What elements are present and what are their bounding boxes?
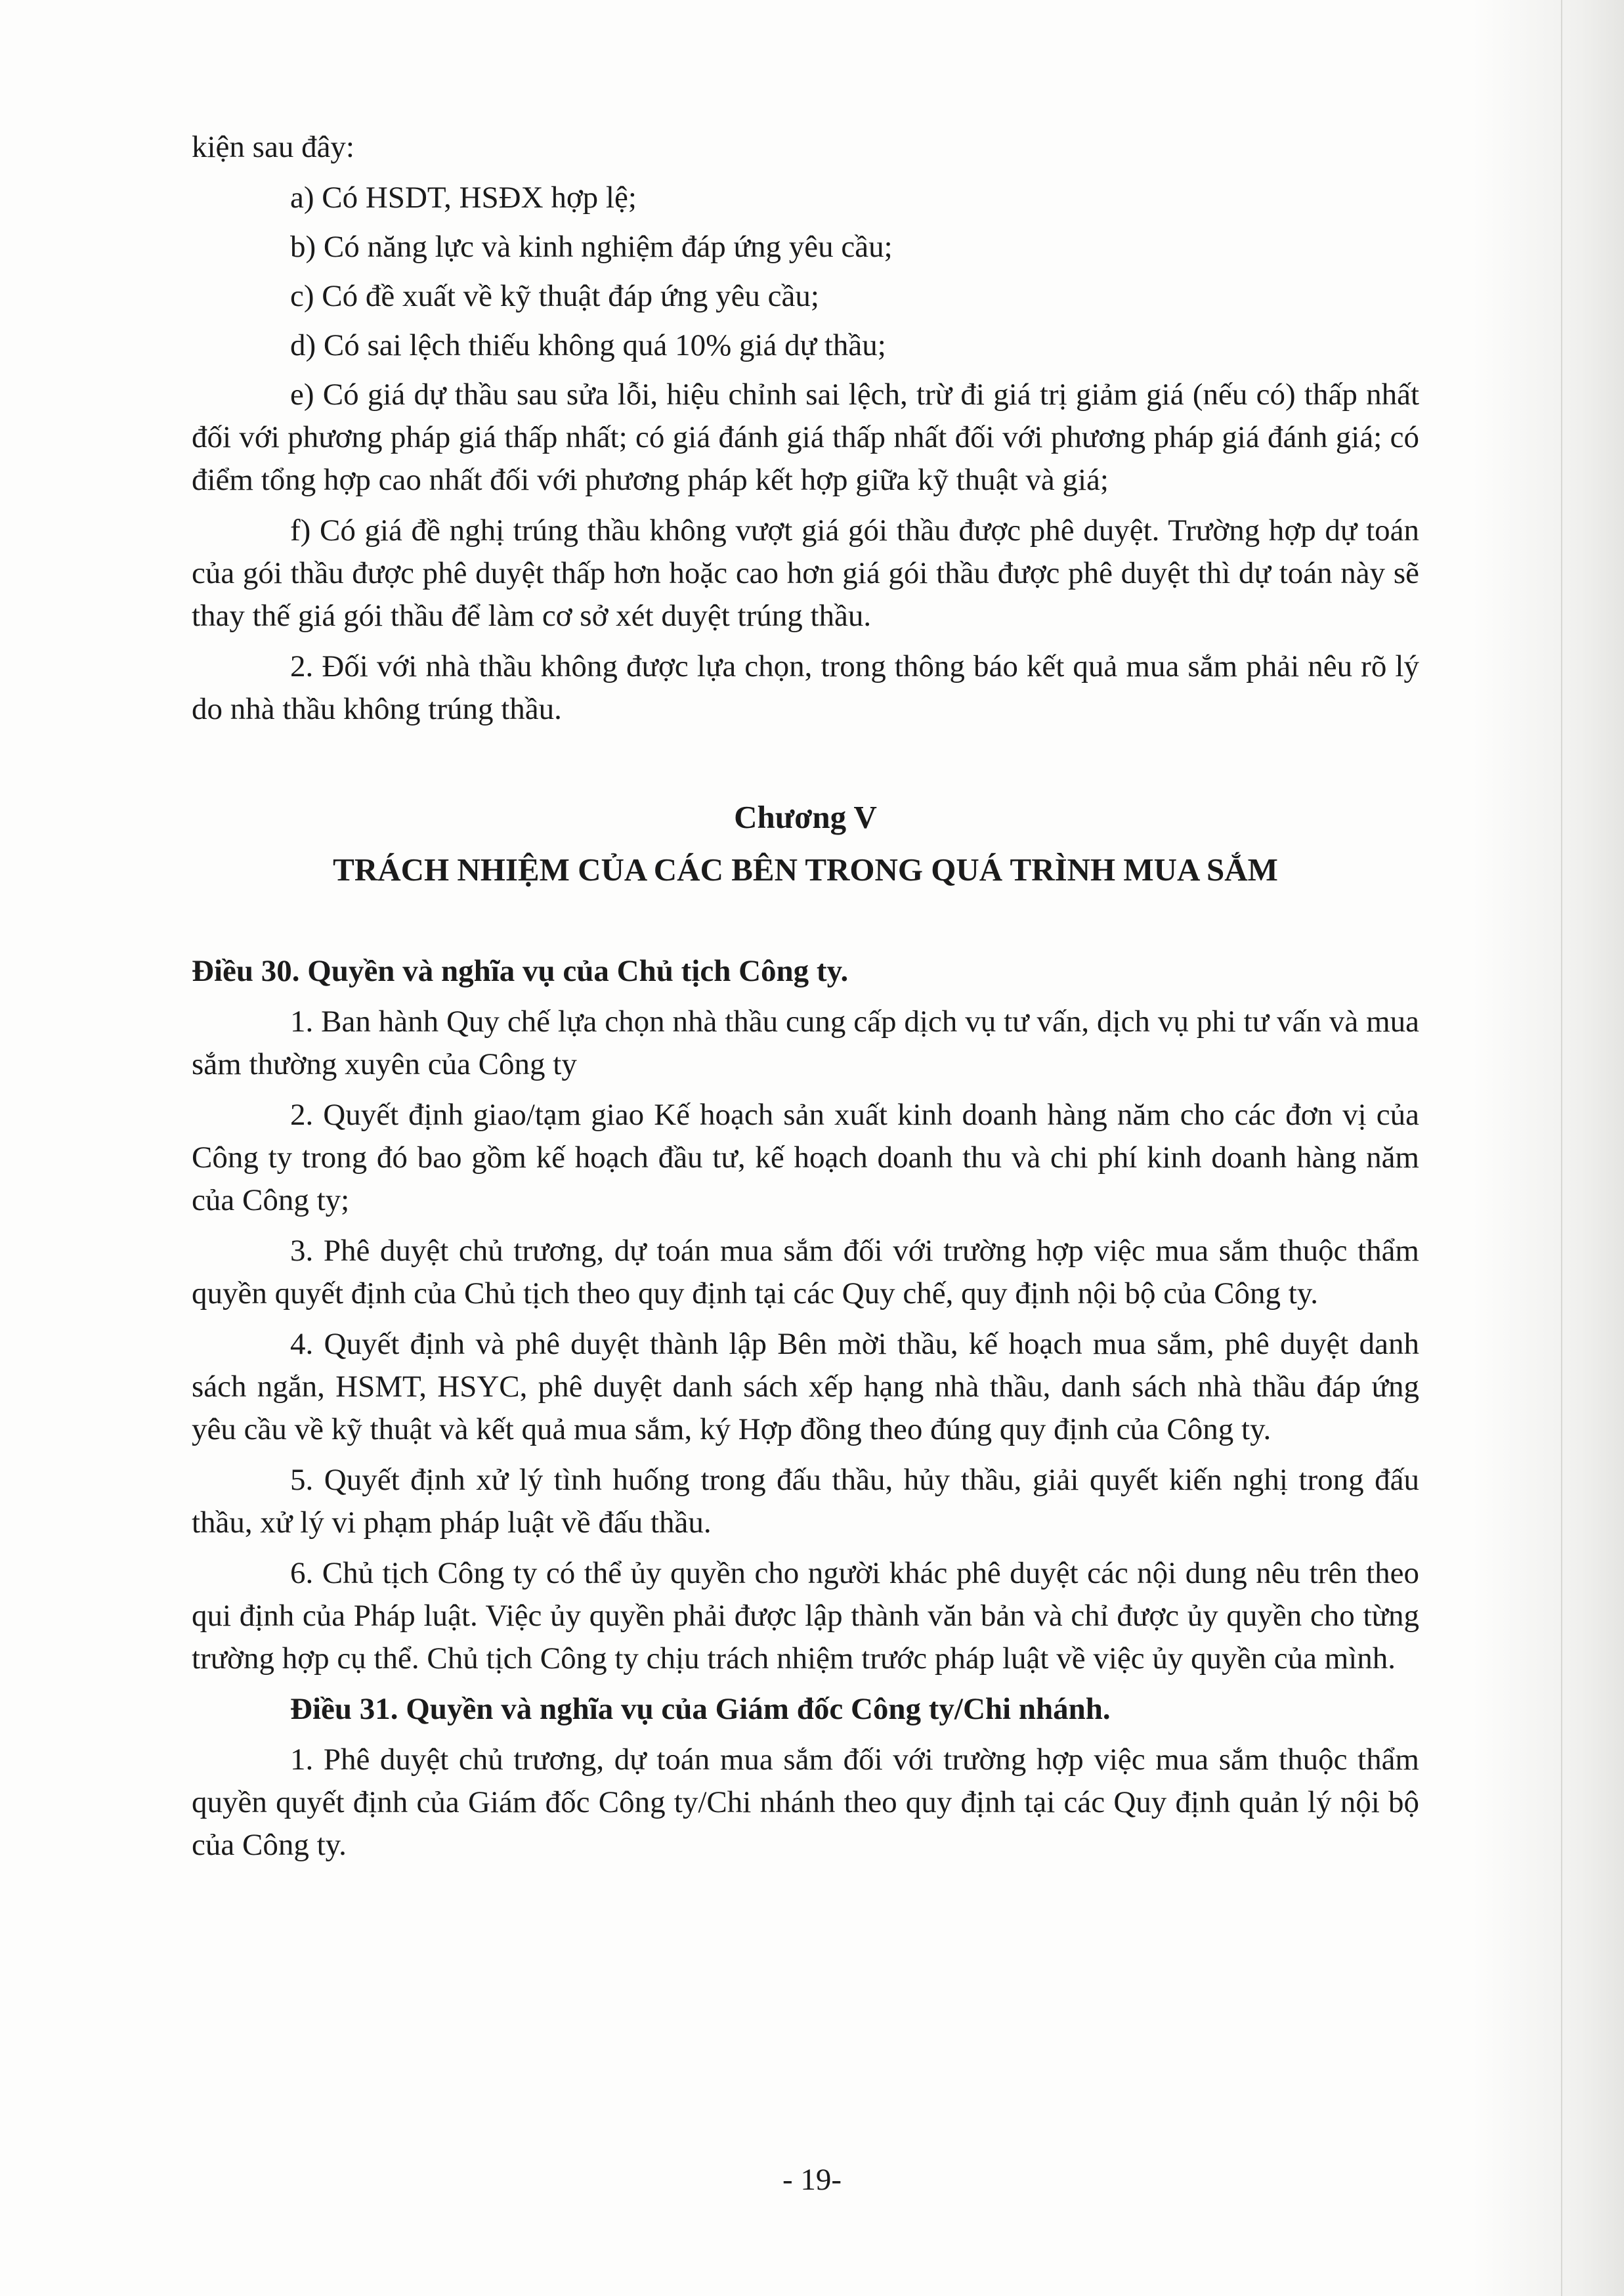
condition-d: d) Có sai lệch thiếu không quá 10% giá dự thầu; xyxy=(290,328,886,362)
article-30-item-3: 3. Phê duyệt chủ trương, dự toán mua sắm đối với trường hợp việc mua sắm thuộc thẩm quyền quyết định của Chủ tịch theo quy định tại các Quy chế, quy định nội bộ của Công ty. xyxy=(192,1234,1419,1310)
condition-e: e) Có giá dự thầu sau sửa lỗi, hiệu chỉnh sai lệch, trừ đi giá trị giảm giá (nếu có) thấp nhất đối với phương pháp giá thấp nhất; có giá đánh giá thấp nhất đối với phương pháp giá đánh giá; có điểm tổng hợp cao nhất đối với phương pháp kết hợp giữa kỹ thuật và giá; xyxy=(192,378,1419,497)
scan-edge-line xyxy=(1561,0,1562,2296)
condition-b: b) Có năng lực và kinh nghiệm đáp ứng yêu cầu; xyxy=(290,230,893,264)
article-30-item-2: 2. Quyết định giao/tạm giao Kế hoạch sản xuất kinh doanh hàng năm cho các đơn vị của Công ty trong đó bao gồm kế hoạch đầu tư, kế hoạch doanh thu và chi phí kinh doanh hàng năm của Công ty; xyxy=(192,1098,1419,1217)
article-30-heading: Điều 30. Quyền và nghĩa vụ của Chủ tịch Công ty. xyxy=(192,954,849,988)
condition-a: a) Có HSDT, HSĐX hợp lệ; xyxy=(290,181,637,215)
chapter-number: Chương V xyxy=(734,799,877,835)
lead-text: kiện sau đây: xyxy=(192,130,354,164)
article-30-item-6: 6. Chủ tịch Công ty có thể ủy quyền cho người khác phê duyệt các nội dung nêu trên theo qui định của Pháp luật. Việc ủy quyền phải được lập thành văn bản và chỉ được ủy quyền cho từng trường hợp cụ thể. Chủ tịch Công ty chịu trách nhiệm trước pháp luật về việc ủy quyền của mình. xyxy=(192,1556,1419,1676)
article-31-heading: Điều 31. Quyền và nghĩa vụ của Giám đốc Công ty/Chi nhánh. xyxy=(290,1692,1111,1726)
article-31-item-1: 1. Phê duyệt chủ trương, dự toán mua sắm đối với trường hợp việc mua sắm thuộc thẩm quyền quyết định của Giám đốc Công ty/Chi nhánh theo quy định tại các Quy định quản lý nội bộ của Công ty. xyxy=(192,1743,1419,1862)
scan-edge-shadow xyxy=(1473,0,1624,2296)
condition-f: f) Có giá đề nghị trúng thầu không vượt giá gói thầu được phê duyệt. Trường hợp dự toán của gói thầu được phê duyệt thấp hơn hoặc cao hơn giá gói thầu được phê duyệt thì dự toán này sẽ thay thế giá gói thầu để làm cơ sở xét duyệt trúng thầu. xyxy=(192,513,1419,633)
chapter-title: TRÁCH NHIỆM CỦA CÁC BÊN TRONG QUÁ TRÌNH MUA SẮM xyxy=(333,852,1278,888)
page-number: - 19- xyxy=(782,2163,842,2197)
article-30-item-4: 4. Quyết định và phê duyệt thành lập Bên mời thầu, kế hoạch mua sắm, phê duyệt danh sách ngắn, HSMT, HSYC, phê duyệt danh sách xếp hạng nhà thầu, danh sách nhà thầu đáp ứng yêu cầu về kỹ thuật và kết quả mua sắm, ký Hợp đồng theo đúng quy định của Công ty. xyxy=(192,1327,1419,1446)
clause-2-unselected-bidders: 2. Đối với nhà thầu không được lựa chọn, trong thông báo kết quả mua sắm phải nêu rõ lý do nhà thầu không trúng thầu. xyxy=(192,649,1419,726)
condition-c: c) Có đề xuất về kỹ thuật đáp ứng yêu cầu; xyxy=(290,279,819,313)
article-30-item-5: 5. Quyết định xử lý tình huống trong đấu thầu, hủy thầu, giải quyết kiến nghị trong đấu thầu, xử lý vi phạm pháp luật về đấu thầu. xyxy=(192,1463,1419,1540)
article-30-item-1: 1. Ban hành Quy chế lựa chọn nhà thầu cung cấp dịch vụ tư vấn, dịch vụ phi tư vấn và mua sắm thường xuyên của Công ty xyxy=(192,1005,1419,1081)
page-body xyxy=(192,126,1419,1874)
